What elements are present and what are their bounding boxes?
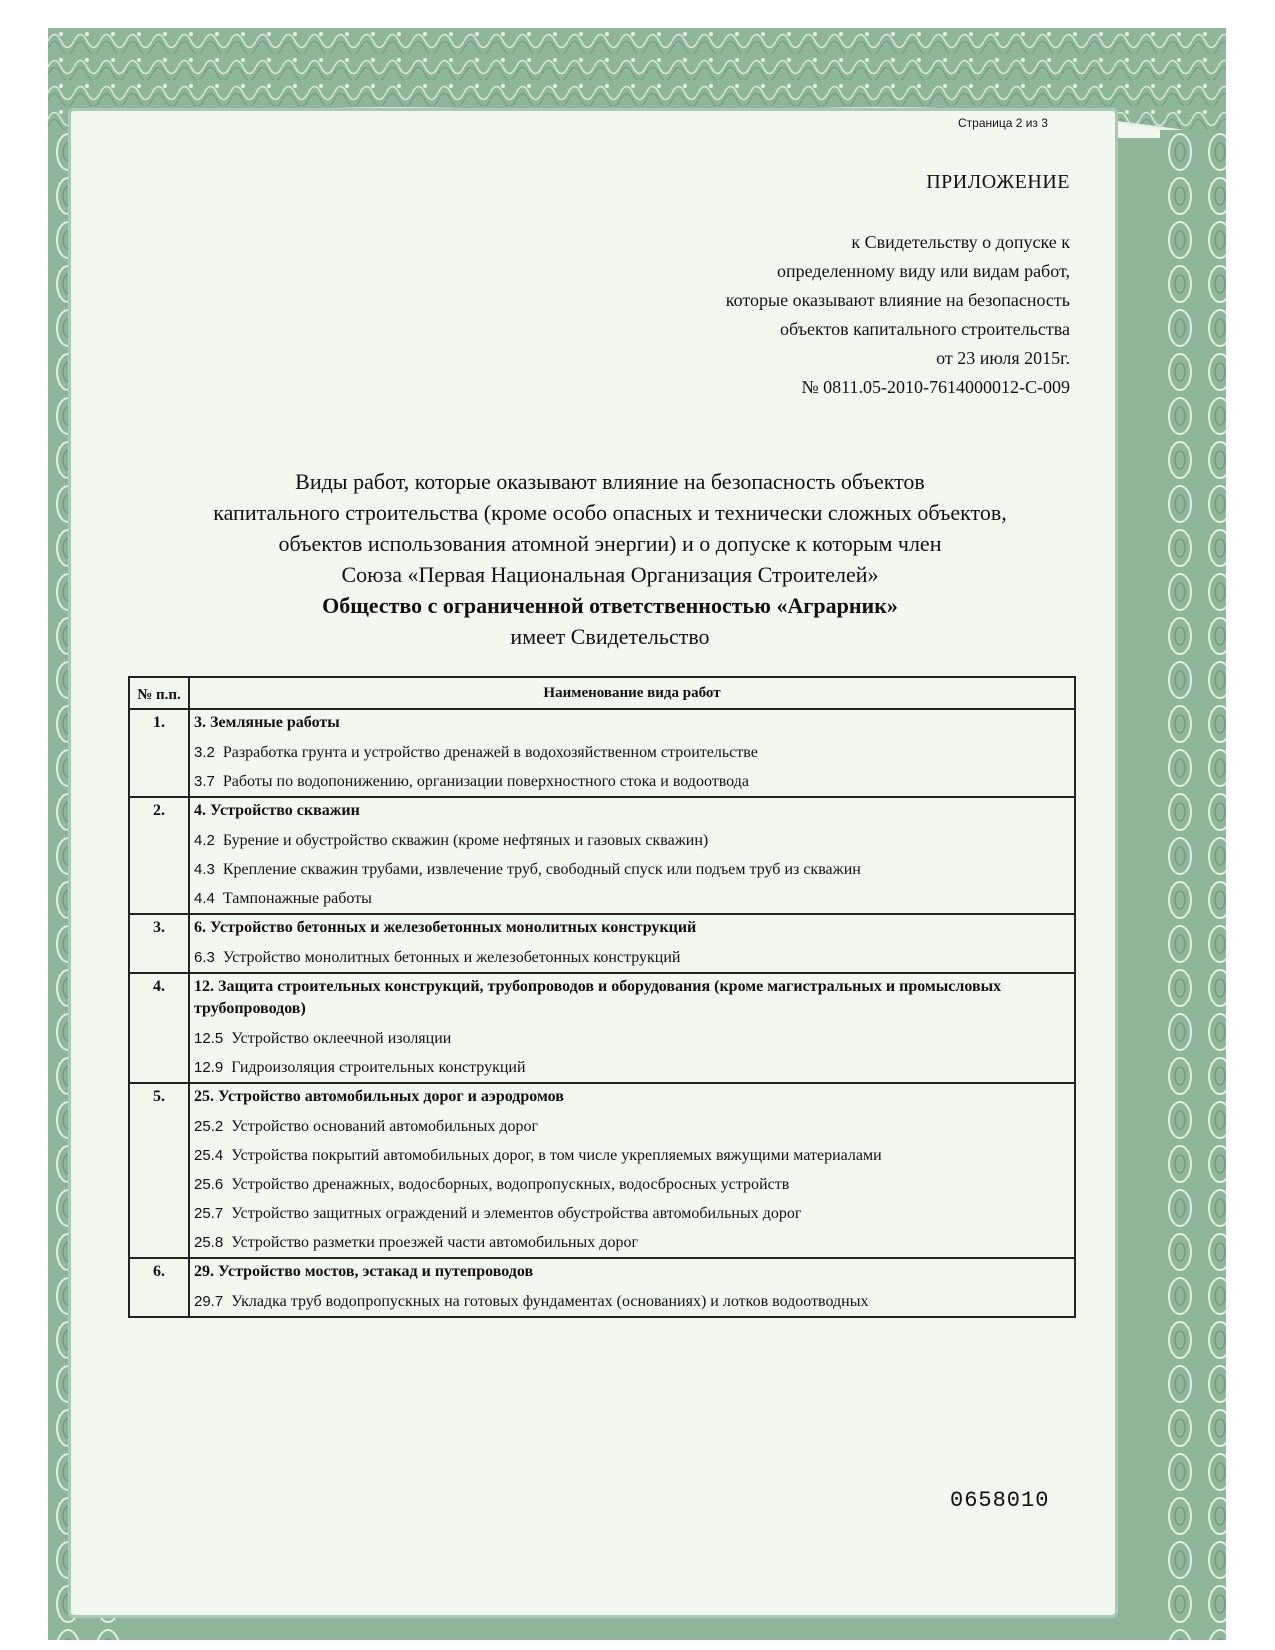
work-item-code: 25.4 (194, 1147, 224, 1164)
work-item (190, 1199, 1074, 1228)
table-row (129, 1258, 1075, 1317)
work-item-code: 4.3 (194, 861, 215, 878)
appendix-line: объектов капитального строительства (780, 319, 1070, 339)
heading-line: капитального строительства (кроме особо опасных и технически сложных объектов, (213, 500, 1007, 525)
work-item-text: Устройство дренажных, водосборных, водопропускных, водосбросных устройств (231, 1176, 790, 1193)
work-item (190, 1024, 1074, 1053)
page-number: Страница 2 из 3 (958, 116, 1048, 130)
appendix-line: № 0811.05-2010-7614000012-С-009 (801, 377, 1070, 397)
work-item-text: Работы по водопонижению, организации поверхностного стока и водоотвода (222, 773, 749, 790)
row-number: 6. (129, 1258, 189, 1317)
row-content (189, 709, 1075, 797)
work-item-text: Гидроизоляция строительных конструкций (231, 1059, 526, 1076)
table-row (129, 1083, 1075, 1258)
work-item-code: 3.7 (194, 773, 215, 790)
table-row (129, 973, 1075, 1083)
table-row (129, 914, 1075, 973)
work-group-title: 6. Устройство бетонных и железобетонных монолитных конструкций (194, 919, 697, 936)
work-group-title: 4. Устройство скважин (194, 802, 360, 819)
appendix-line: к Свидетельству о допуске к (851, 232, 1070, 252)
work-item (190, 1287, 1074, 1316)
document-heading (110, 466, 1110, 652)
work-item-text: Тампонажные работы (222, 890, 372, 907)
appendix-reference (560, 228, 1070, 402)
work-item-text: Устройство защитных ограждений и элементов обустройства автомобильных дорог (231, 1205, 802, 1222)
work-item (190, 1170, 1074, 1199)
work-item-text: Устройство монолитных бетонных и железобетонных конструкций (222, 949, 681, 966)
work-item (190, 1053, 1074, 1082)
work-item-text: Укладка труб водопропускных на готовых фундаментах (основаниях) и лотков водоотводных (231, 1293, 869, 1310)
table-header-row (129, 677, 1075, 709)
row-number: 5. (129, 1083, 189, 1258)
work-item (190, 738, 1074, 767)
work-group-title: 12. Защита строительных конструкций, трубопроводов и оборудования (кроме магистральных и промысловых трубопроводов) (194, 978, 1002, 1017)
row-number: 4. (129, 973, 189, 1083)
row-content (189, 973, 1075, 1083)
appendix-line: от 23 июля 2015г. (936, 348, 1070, 368)
work-item-text: Крепление скважин трубами, извлечение труб, свободный спуск или подъем труб из скважин (222, 861, 861, 878)
work-item (190, 826, 1074, 855)
header-number: № п.п. (129, 677, 189, 709)
table-row (129, 709, 1075, 797)
work-group-title: 29. Устройство мостов, эстакад и путепроводов (194, 1263, 534, 1280)
work-item (190, 943, 1074, 972)
header-name: Наименование вида работ (189, 677, 1075, 709)
work-item-text: Устройство разметки проезжей части автомобильных дорог (231, 1234, 639, 1251)
heading-tail: имеет Свидетельство (510, 624, 710, 649)
work-item (190, 1112, 1074, 1141)
work-item-text: Бурение и обустройство скважин (кроме нефтяных и газовых скважин) (222, 832, 709, 849)
work-item-text: Устройство оклеечной изоляции (231, 1030, 452, 1047)
work-item-code: 12.5 (194, 1030, 224, 1047)
table-row (129, 797, 1075, 914)
heading-line: Виды работ, которые оказывают влияние на безопасность объектов (295, 469, 925, 494)
work-item (190, 884, 1074, 913)
work-item-code: 3.2 (194, 744, 215, 761)
row-content (189, 914, 1075, 973)
appendix-line: которые оказывают влияние на безопасность (725, 290, 1070, 310)
work-item-code: 25.8 (194, 1234, 224, 1251)
row-number: 1. (129, 709, 189, 797)
work-item (190, 855, 1074, 884)
work-item-code: 4.2 (194, 832, 215, 849)
row-number: 3. (129, 914, 189, 973)
row-content (189, 1083, 1075, 1258)
table-body (129, 709, 1075, 1317)
serial-number: 0658010 (950, 1488, 1050, 1513)
heading-line: Союза «Первая Национальная Организация Строителей» (341, 562, 879, 587)
work-item-code: 25.7 (194, 1205, 224, 1222)
work-item-text: Разработка грунта и устройство дренажей в водохозяйственном строительстве (222, 744, 758, 761)
appendix-line: определенному виду или видам работ, (777, 261, 1070, 281)
row-content (189, 1258, 1075, 1317)
work-item-code: 25.6 (194, 1176, 224, 1193)
work-item-code: 4.4 (194, 890, 215, 907)
work-item-code: 29.7 (194, 1293, 224, 1310)
work-item-code: 12.9 (194, 1059, 224, 1076)
work-item-text: Устройство оснований автомобильных дорог (231, 1118, 539, 1135)
work-item (190, 767, 1074, 796)
work-item-text: Устройства покрытий автомобильных дорог, в том числе укрепляемых вяжущими материалами (231, 1147, 882, 1164)
work-item-code: 25.2 (194, 1118, 224, 1135)
work-group-title: 25. Устройство автомобильных дорог и аэродромов (194, 1088, 564, 1105)
organization-name: Общество с ограниченной ответственностью «Аграрник» (322, 593, 898, 618)
heading-line: объектов использования атомной энергии) и о допуске к которым член (278, 531, 942, 556)
appendix-title: ПРИЛОЖЕНИЕ (926, 171, 1070, 193)
work-types-table (128, 676, 1076, 1318)
ornament-right-icon (1160, 130, 1226, 1640)
work-item (190, 1228, 1074, 1257)
work-item-code: 6.3 (194, 949, 215, 966)
work-group-title: 3. Земляные работы (194, 714, 340, 731)
row-content (189, 797, 1075, 914)
work-item (190, 1141, 1074, 1170)
row-number: 2. (129, 797, 189, 914)
